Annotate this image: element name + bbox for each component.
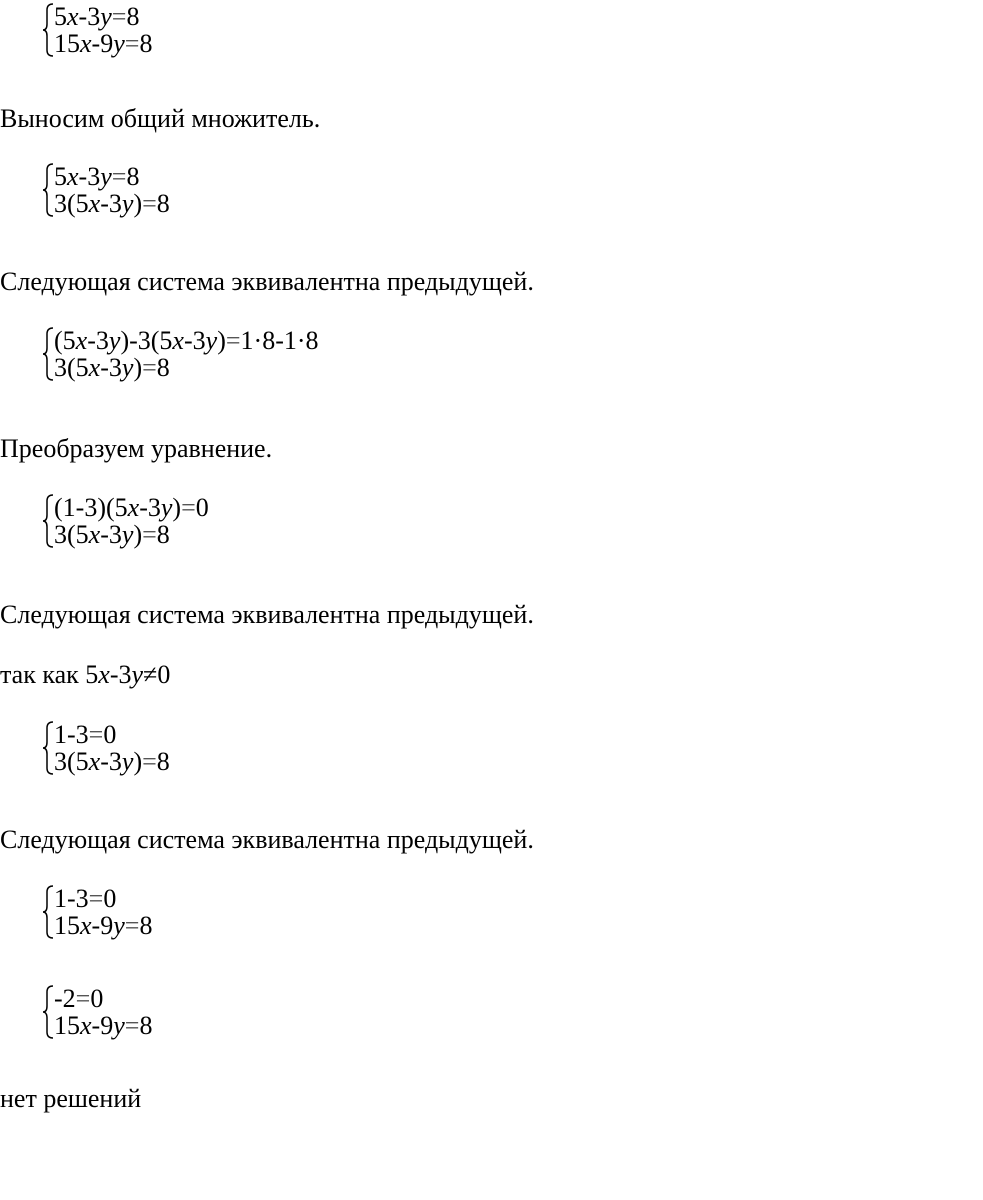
paragraph: Следующая система эквивалентна предыдущей. xyxy=(0,267,534,296)
left-brace-icon xyxy=(42,2,54,58)
equation-row: 15x-9y=8 xyxy=(54,29,153,58)
paragraph: так как 5x-3y≠0 xyxy=(0,660,171,689)
left-brace-icon xyxy=(42,984,54,1040)
equation-row: -2=0 xyxy=(54,984,104,1013)
paragraph: Преобразуем уравнение. xyxy=(0,434,273,463)
left-brace-icon xyxy=(42,162,54,218)
equation-row: 1-3=0 xyxy=(54,720,117,749)
paragraph: Следующая система эквивалентна предыдущей. xyxy=(0,600,534,629)
equation-row: 15x-9y=8 xyxy=(54,911,153,940)
equation-row: 3(5x-3y)=8 xyxy=(54,520,170,549)
equation-row: 3(5x-3y)=8 xyxy=(54,353,170,382)
equation-row: (5x-3y)-3(5x-3y)=1·8-1·8 xyxy=(54,326,319,355)
paragraph: нет решений xyxy=(0,1084,142,1113)
equation-row: (1-3)(5x-3y)=0 xyxy=(54,493,209,522)
left-brace-icon xyxy=(42,884,54,940)
left-brace-icon xyxy=(42,720,54,776)
paragraph: Следующая система эквивалентна предыдущей. xyxy=(0,825,534,854)
equation-row: 5x-3y=8 xyxy=(54,162,140,191)
equation-row: 3(5x-3y)=8 xyxy=(54,189,170,218)
equation-row: 5x-3y=8 xyxy=(54,2,140,31)
left-brace-icon xyxy=(42,326,54,382)
equation-row: 1-3=0 xyxy=(54,884,117,913)
equation-row: 3(5x-3y)=8 xyxy=(54,747,170,776)
paragraph: Выносим общий множитель. xyxy=(0,104,321,133)
equation-row: 15x-9y=8 xyxy=(54,1011,153,1040)
left-brace-icon xyxy=(42,493,54,549)
